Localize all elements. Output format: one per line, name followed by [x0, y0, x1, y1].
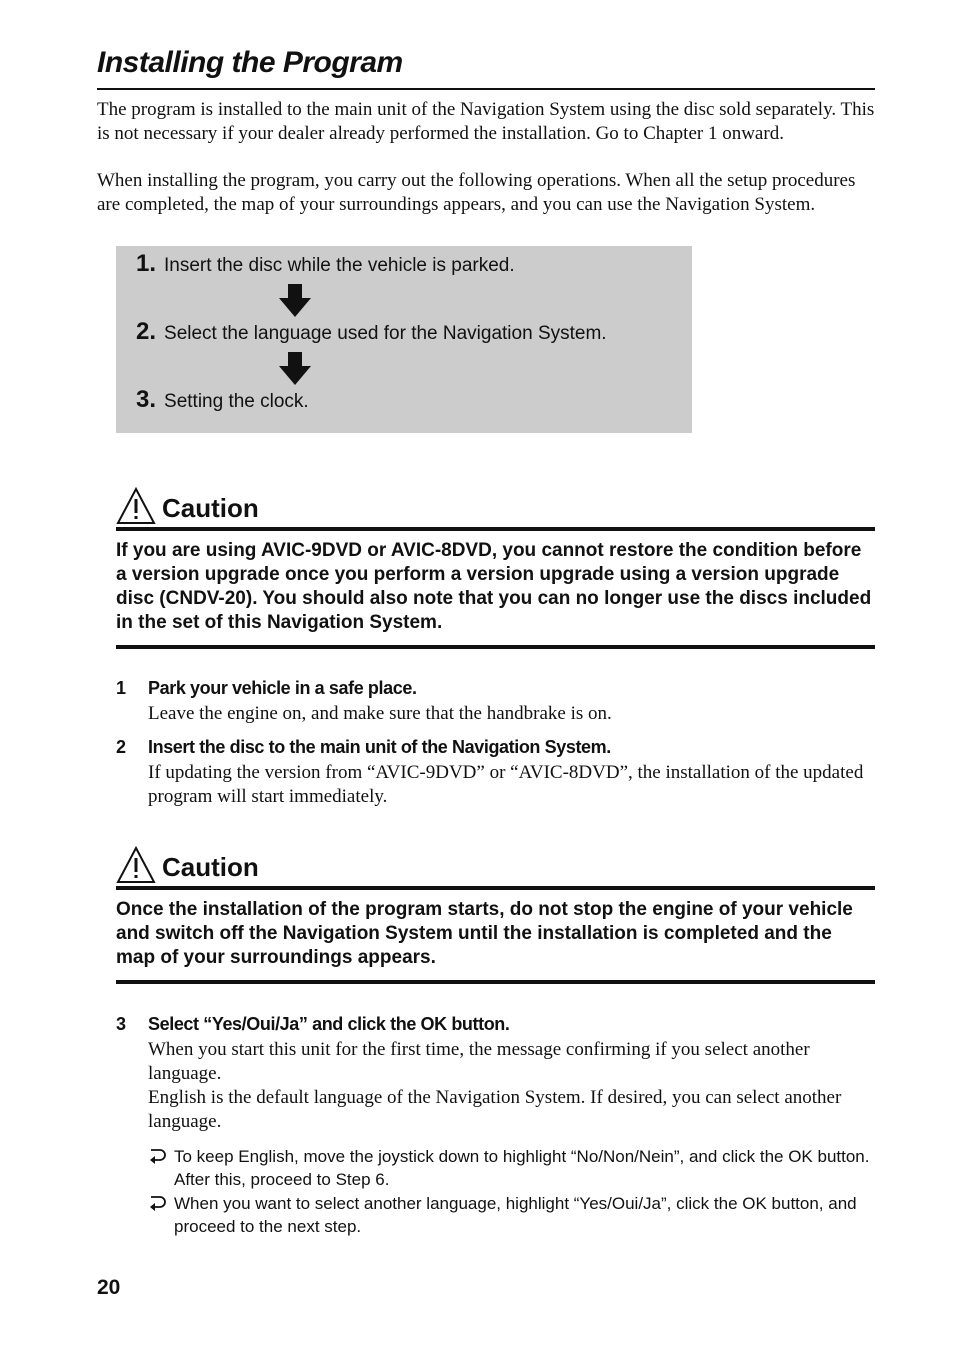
step-heading: Select “Yes/Oui/Ja” and click the OK button. [148, 1014, 510, 1034]
flow-step [136, 318, 607, 346]
step-number: 3 [116, 1014, 127, 1034]
step-body: If updating the version from “AVIC-9DVD” or “AVIC-8DVD”, the installation of the updated program will start immediately. [148, 762, 864, 807]
step-number: 2 [116, 737, 127, 757]
caution-top-rule [116, 527, 875, 531]
flow-step-text: Insert the disc while the vehicle is parked. [164, 255, 515, 276]
caution-heading [116, 846, 875, 886]
caution-title: Caution [162, 852, 259, 882]
curved-arrow-icon [148, 1147, 168, 1165]
caution-top-rule [116, 886, 875, 890]
flow-step-text: Select the language used for the Navigation System. [164, 323, 607, 344]
note-text: When you want to select another language, highlight “Yes/Oui/Ja”, click the OK button, and proceed to the next step. [174, 1194, 857, 1236]
caution-bottom-rule [116, 980, 875, 984]
warning-triangle-icon [116, 846, 156, 884]
caution-text: Once the installation of the program starts, do not stop the engine of your vehicle and switch off the Navigation System until the installation is completed and the map of your surroundings appears. [116, 899, 853, 968]
step-heading: Park your vehicle in a safe place. [148, 678, 417, 698]
title-rule [97, 88, 875, 90]
flow-step-number: 2. [136, 318, 157, 345]
warning-triangle-icon [116, 487, 156, 525]
curved-arrow-icon [148, 1194, 168, 1212]
intro-paragraph: When installing the program, you carry out the following operations. When all the setup procedures are completed, the map of your surroundings appears, and you can use the Navigation System. [97, 170, 856, 215]
intro-paragraph: The program is installed to the main unit of the Navigation System using the disc sold separately. This is not necessary if your dealer already performed the installation. Go to Chapter 1 onward. [97, 99, 875, 144]
flow-step-number: 3. [136, 386, 157, 413]
step-body: Leave the engine on, and make sure that the handbrake is on. [148, 703, 612, 724]
step-number: 1 [116, 678, 127, 698]
flow-step-text: Setting the clock. [164, 391, 309, 412]
page-number: 20 [97, 1276, 121, 1299]
caution-bottom-rule [116, 645, 875, 649]
setup-flow-box [116, 246, 692, 433]
step-heading: Insert the disc to the main unit of the Navigation System. [148, 737, 611, 757]
down-arrow-icon [278, 284, 312, 318]
caution-text: If you are using AVIC-9DVD or AVIC-8DVD, you cannot restore the condition before a version upgrade once you perform a version upgrade using a version upgrade disc (CNDV-20). You should also note that you can no longer use the discs included in the set of this Navigation System. [116, 540, 872, 633]
note-text: To keep English, move the joystick down to highlight “No/Non/Nein”, and click the OK button. After this, proceed to Step 6. [174, 1147, 870, 1189]
step-body: English is the default language of the Navigation System. If desired, you can select another language. [148, 1087, 842, 1132]
flow-step [136, 386, 309, 414]
step-body: When you start this unit for the first time, the message confirming if you select another language. [148, 1039, 810, 1084]
flow-step-number: 1. [136, 250, 157, 277]
page-title: Installing the Program [97, 46, 403, 79]
flow-step [136, 250, 515, 278]
caution-heading [116, 487, 875, 527]
down-arrow-icon [278, 352, 312, 386]
caution-title: Caution [162, 493, 259, 523]
